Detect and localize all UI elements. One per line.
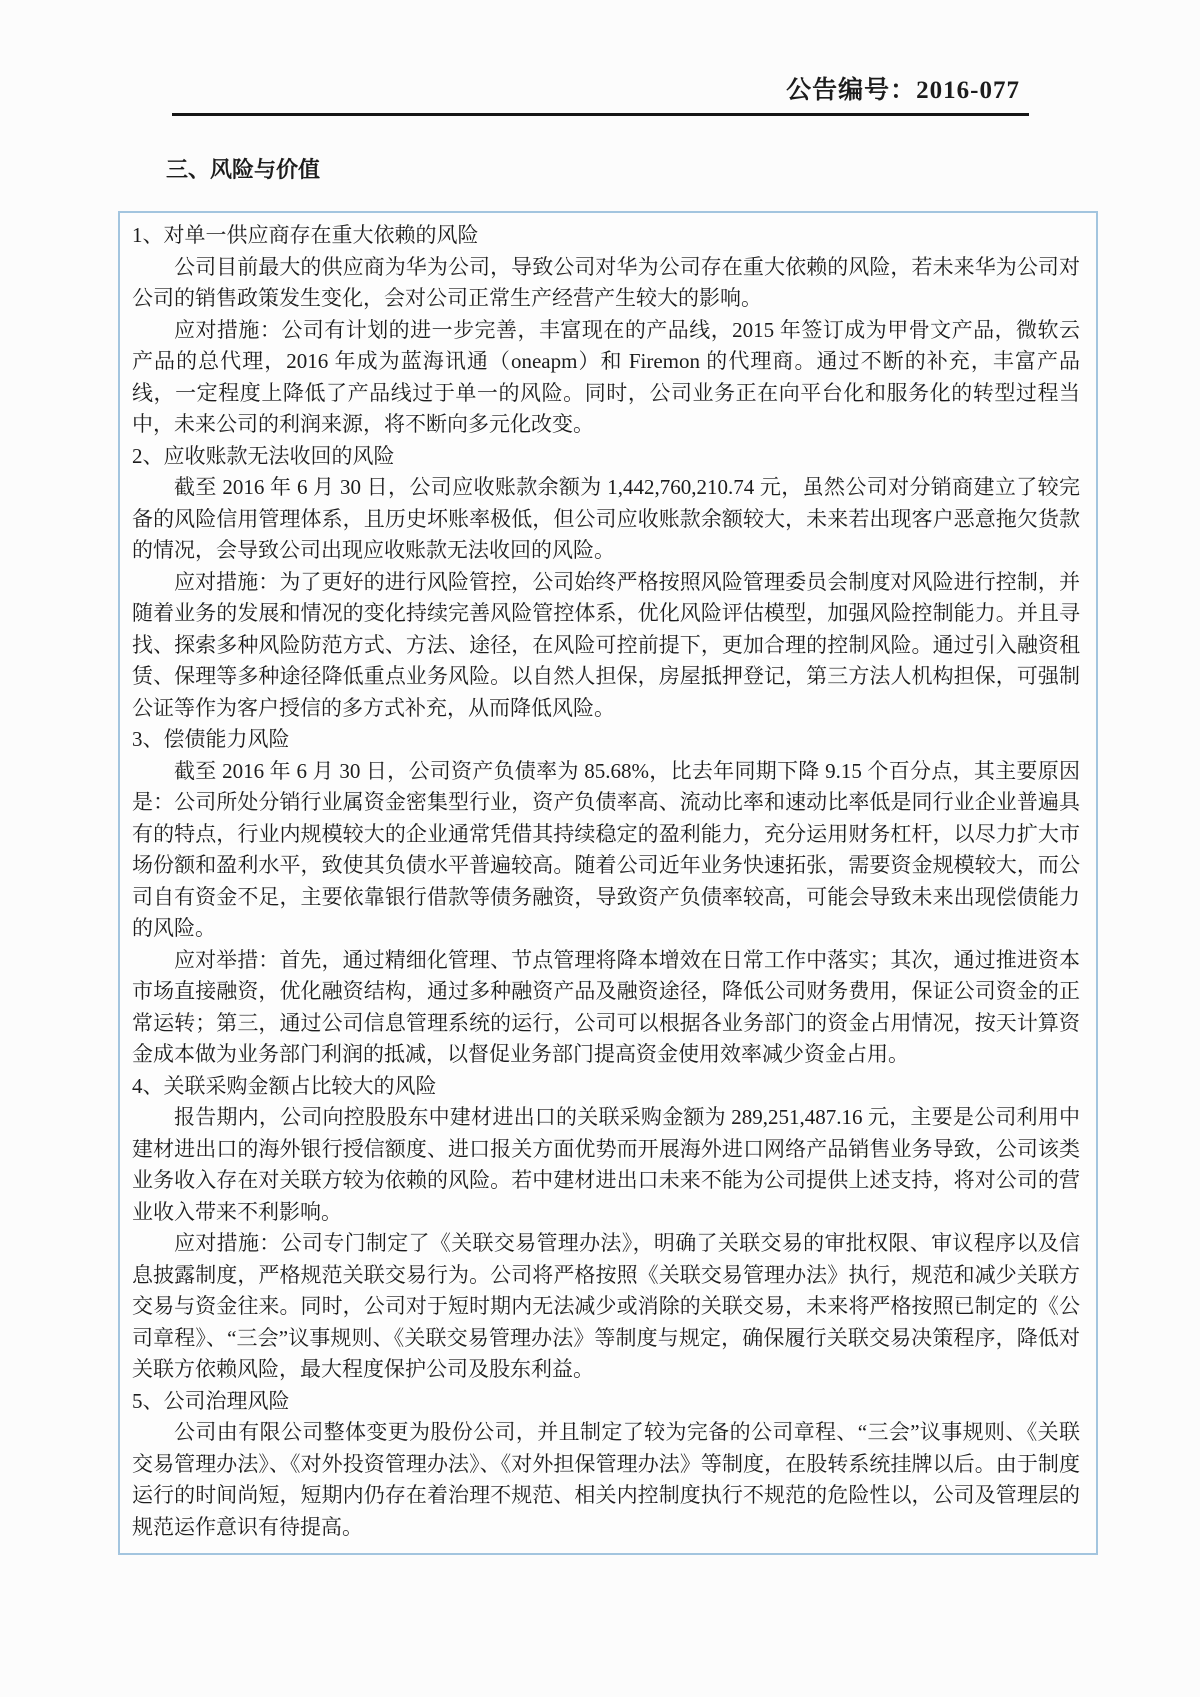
risk-item — [132, 220, 1080, 441]
risk-item — [132, 724, 1080, 1071]
risk-paragraph: 应对措施：为了更好的进行风险管控，公司始终严格按照风险管理委员会制度对风险进行控制，并随着业务的发展和情况的变化持续完善风险管控体系，优化风险评估模型，加强风险控制能力。并且寻找、探索多种风险防范方式、方法、途径，在风险可控前提下，更加合理的控制风险。通过引入融资租赁、保理等多种途径降低重点业务风险。以自然人担保，房屋抵押登记，第三方法人机构担保，可强制公证等作为客户授信的多方式补充，从而降低风险。 — [132, 569, 1080, 720]
risk-paragraph: 截至 2016 年 6 月 30 日，公司应收账款余额为 1,442,760,210.74 元，虽然公司对分销商建立了较完备的风险信用管理体系，且历史坏账率极低，但公司应收账款余额较大，未来若出现客户恶意拖欠货款的情况，会导致公司出现应收账款无法收回的风险。 — [132, 475, 1080, 562]
risk-item-title: 1、对单一供应商存在重大依赖的风险 — [132, 223, 479, 247]
risk-item — [132, 1071, 1080, 1386]
risk-item-title: 3、偿债能力风险 — [132, 727, 290, 751]
doc-number: 公告编号：2016-077 — [786, 77, 1020, 104]
risk-paragraph: 报告期内，公司向控股股东中建材进出口的关联采购金额为 289,251,487.16 元，主要是公司利用中建材进出口的海外银行授信额度、进口报关方面优势而开展海外进口网络产品销售业务导致，公司该类业务收入存在对关联方较为依赖的风险。若中建材进出口未来不能为公司提供上述支持，将对公司的营业收入带来不利影响。 — [132, 1105, 1080, 1224]
risk-item-title: 5、公司治理风险 — [132, 1388, 290, 1413]
risk-paragraph: 公司目前最大的供应商为华为公司，导致公司对华为公司存在重大依赖的风险，若未来华为公司对公司的销售政策发生变化，会对公司正常生产经营产生较大的影响。 — [132, 254, 1080, 310]
risk-item-title: 4、关联采购金额占比较大的风险 — [132, 1073, 437, 1098]
risk-paragraph: 截至 2016 年 6 月 30 日，公司资产负债率为 85.68%，比去年同期下降 9.15 个百分点，其主要原因是：公司所处分销行业属资金密集型行业，资产负债率高、流动比率和速动比率低是同行业企业普遍具有的特点，行业内规模较大的企业通常凭借其持续稳定的盈利能力，充分运用财务杠杆，以尽力扩大市场份额和盈利水平，致使其负债水平普遍较高。随着公司近年业务快速拓张，需要资金规模较大，而公司自有资金不足，主要依靠银行借款等债务融资，导致资产负债率较高，可能会导致未来出现偿债能力的风险。 — [132, 758, 1080, 940]
risk-item — [132, 1386, 1080, 1544]
risk-paragraph: 公司由有限公司整体变更为股份公司，并且制定了较为完备的公司章程、“三会”议事规则、《关联交易管理办法》、《对外投资管理办法》、《对外担保管理办法》等制度，在股转系统挂牌以后。由于制度运行的时间尚短，短期内仍存在着治理不规范、相关内控制度执行不规范的危险性以，公司及管理层的规范运作意识有待提高。 — [132, 1420, 1080, 1539]
risk-item — [132, 441, 1080, 725]
risk-box — [118, 211, 1098, 1555]
risk-paragraph: 应对措施：公司有计划的进一步完善，丰富现在的产品线，2015 年签订成为甲骨文产品，微软云产品的总代理，2016 年成为蓝海讯通（oneapm）和 Firemon 的代理商。通过不断的补充，丰富产品线，一定程度上降低了产品线过于单一的风险。同时，公司业务正在向平台化和服务化的转型过程当中，未来公司的利润来源，将不断向多元化改变。 — [132, 317, 1080, 436]
section-title: 三、风险与价值 — [166, 157, 321, 182]
risk-item-title: 2、应收账款无法收回的风险 — [132, 443, 395, 468]
header-rule — [172, 113, 1029, 116]
risk-paragraph: 应对举措：首先，通过精细化管理、节点管理将降本增效在日常工作中落实；其次，通过推进资本市场直接融资，优化融资结构，通过多种融资产品及融资途径，降低公司财务费用，保证公司资金的正常运转；第三，通过公司信息管理系统的运行，公司可以根据各业务部门的资金占用情况，按天计算资金成本做为业务部门利润的抵减，以督促业务部门提高资金使用效率减少资金占用。 — [132, 947, 1080, 1066]
risk-paragraph: 应对措施：公司专门制定了《关联交易管理办法》，明确了关联交易的审批权限、审议程序以及信息披露制度，严格规范关联交易行为。公司将严格按照《关联交易管理办法》执行，规范和减少关联方交易与资金往来。同时，公司对于短时期内无法减少或消除的关联交易，未来将严格按照已制定的《公司章程》、“三会”议事规则、《关联交易管理办法》等制度与规定，确保履行关联交易决策程序，降低对关联方依赖风险，最大程度保护公司及股东利益。 — [132, 1231, 1080, 1381]
